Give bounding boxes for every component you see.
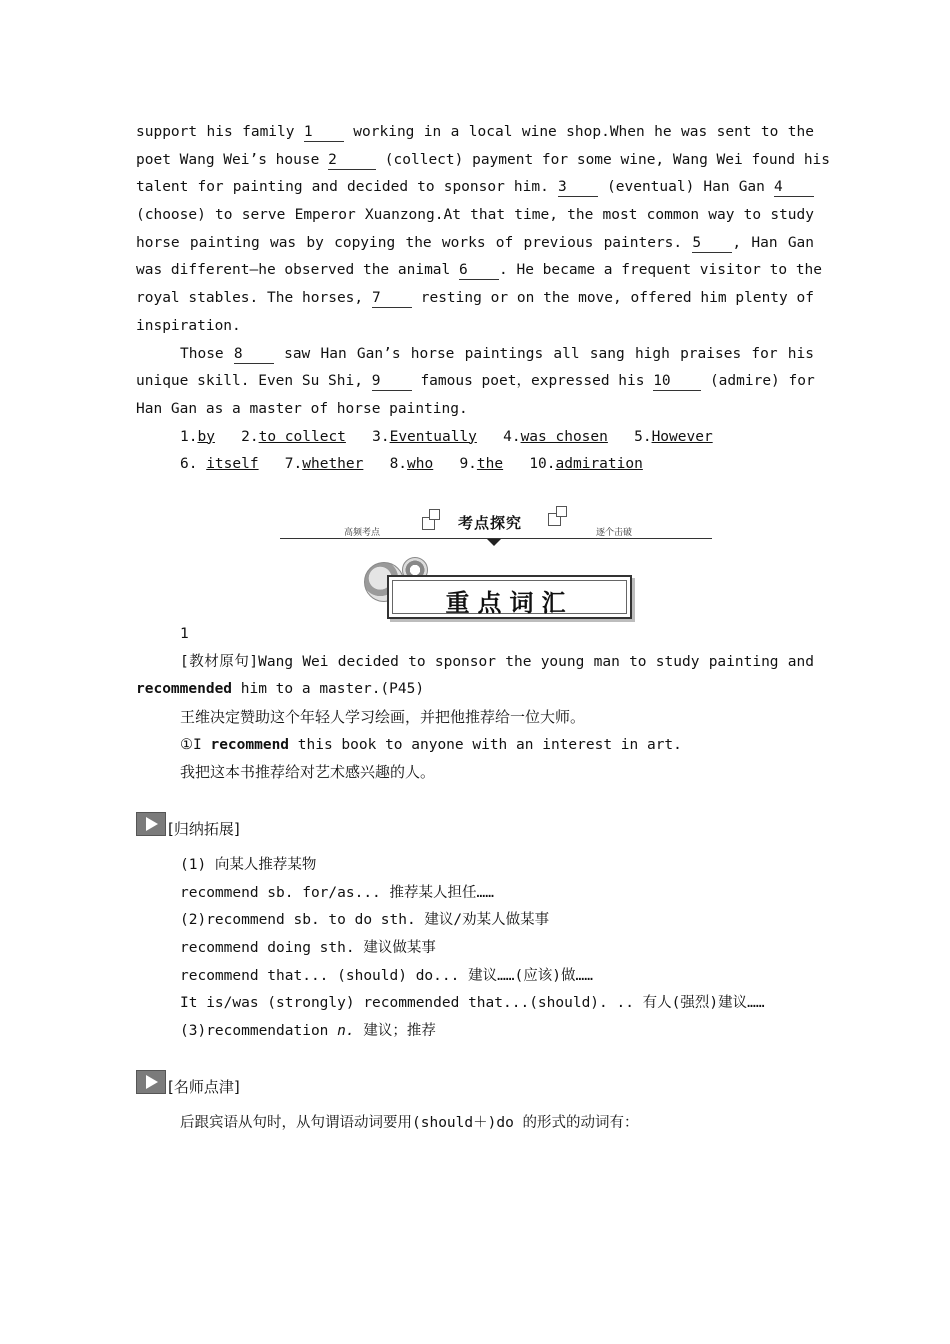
summary-line: recommend that... (should) do... 建议……(应该)做…… (180, 967, 593, 984)
section-title: 重点词汇 (445, 589, 574, 617)
play-icon (136, 812, 166, 836)
play-icon (136, 1070, 166, 1094)
passage-line: unique skill. Even Su Shi, 9 famous poet，expressed his 10 (admire) for (136, 373, 815, 390)
passage (136, 119, 831, 479)
blank-2: 2 (328, 151, 376, 170)
banner-left-caption: 高频考点 (344, 528, 381, 538)
example-translation: 我把这本书推荐给对艺术感兴趣的人。 (180, 763, 436, 782)
summary-line: recommend sb. for/as... 推荐某人担任…… (180, 884, 494, 901)
answer-8: who (407, 456, 434, 473)
answer-6: itself (206, 456, 259, 473)
section-title-box (387, 575, 632, 619)
summary-section (136, 852, 814, 1046)
blank-3: 3 (558, 178, 598, 197)
answer-9: the (476, 456, 504, 473)
summary-line: (2)recommend sb. to do sth. 建议/劝某人做某事 (180, 912, 550, 929)
passage-line: royal stables. The horses, 7 resting or on the move, offered him plenty of (136, 290, 815, 307)
square-icon (429, 509, 440, 520)
summary-label: [归纳拓展] (168, 819, 240, 838)
answer-2: to collect (258, 428, 346, 445)
example-sentence: ①I recommend this book to anyone with an interest in art. (180, 736, 682, 753)
blank-8: 8 (234, 345, 274, 364)
passage-line: was different—he observed the animal 6 . He became a frequent visitor to the (136, 262, 823, 279)
summary-line: It is/was (strongly) recommended that...(should). .. 有人(强烈)建议…… (180, 995, 765, 1012)
passage-line: Han Gan as a master of horse painting. (136, 400, 468, 417)
summary-heading (136, 812, 240, 836)
item-number: 1 (180, 626, 189, 642)
banner-right-caption: 逐个击破 (596, 528, 633, 538)
blank-1: 1 (304, 123, 344, 142)
answer-7: whether (302, 456, 364, 473)
tips-line: 后跟宾语从句时，从句谓语动词要用(should＋)do 的形式的动词有： (180, 1115, 639, 1131)
passage-line: talent for painting and decided to sponsor him. 3 (eventual) Han Gan 4 (136, 174, 814, 202)
blank-4: 4 (774, 178, 814, 197)
passage-line: poet Wang Wei’s house 2 (collect) payment for some wine, Wang Wei found his (136, 151, 831, 168)
source-translation: 王维决定赞助这个年轻人学习绘画，并把他推荐给一位大师。 (180, 708, 586, 727)
blank-6: 6 (459, 261, 499, 280)
blank-9: 9 (372, 372, 412, 391)
banner-title: 考点探究 (458, 514, 523, 532)
tips-section (136, 1110, 814, 1138)
summary-line: (1) 向某人推荐某物 (180, 857, 317, 873)
square-icon (556, 506, 567, 517)
section-banner (280, 505, 712, 625)
answer-4: was chosen (520, 428, 608, 445)
answer-3: Eventually (389, 428, 477, 445)
summary-line: recommend doing sth. 建议做某事 (180, 940, 436, 957)
tips-label: [名师点津] (168, 1077, 240, 1096)
summary-line: (3)recommendation n. 建议；推荐 (180, 1023, 436, 1040)
blank-5: 5 (692, 234, 732, 253)
answer-1: by (197, 428, 215, 445)
passage-line: Those 8 saw Han Gan’s horse paintings all sang high praises for his (180, 345, 814, 362)
source-sentence: [教材原句]Wang Wei decided to sponsor the young man to study painting and (180, 653, 814, 670)
passage-line: horse painting was by copying the works of previous painters. 5 , Han Gan (136, 234, 815, 251)
source-sentence-cont: recommended him to a master.(P45) (136, 681, 425, 698)
blank-7: 7 (372, 289, 412, 308)
answer-10: admiration (555, 456, 643, 473)
tips-heading (136, 1070, 240, 1094)
blank-10: 10 (653, 372, 701, 391)
vocab-section (136, 621, 814, 787)
answer-row: 6. itself 7.whether 8.who 9.the 10.admiration (180, 456, 643, 473)
answer-row: 1.by 2.to collect 3.Eventually 4.was chosen 5.However (180, 428, 713, 445)
passage-line: (choose) to serve Emperor Xuanzong.At that time, the most common way to study (136, 207, 814, 224)
passage-line: inspiration. (136, 317, 241, 334)
passage-line: support his family 1 working in a local wine shop.When he was sent to the (136, 124, 814, 140)
arrow-down-icon (487, 539, 501, 546)
answer-5: However (651, 428, 713, 445)
